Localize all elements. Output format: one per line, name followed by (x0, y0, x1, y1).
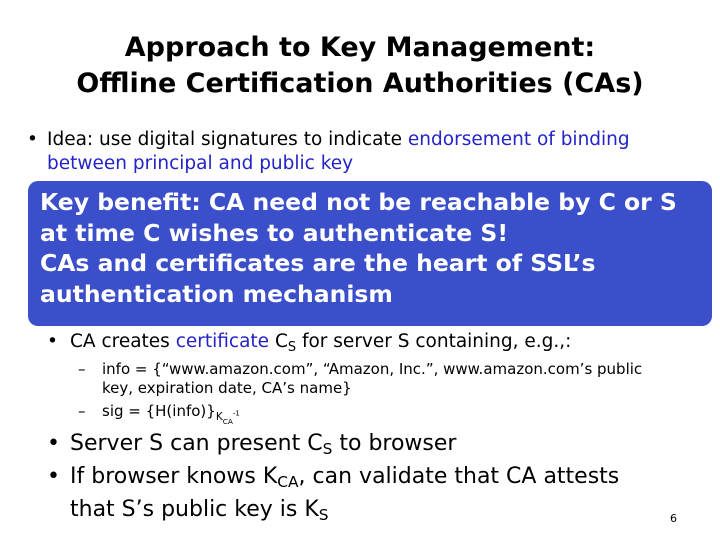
slide-title (0, 30, 720, 102)
present-sub: S (322, 440, 333, 458)
callout-line-1: Key benefit: CA need not be reachable by C or S at time C wishes to authenticate S! (40, 188, 677, 247)
sig-sub: KCA-1 (215, 409, 240, 426)
dash: – (78, 360, 86, 378)
bullet-cert-pre: CA creates (70, 331, 176, 352)
bullet-dot: • (27, 129, 38, 150)
bullet-present (47, 430, 690, 463)
key-benefit-callout (28, 181, 712, 326)
dash: – (78, 402, 86, 420)
sig-pre: sig = {H(info)} (102, 402, 216, 420)
bullet-certificate (47, 330, 690, 360)
bullet-cert-c: C (269, 331, 288, 352)
page-number: 6 (670, 512, 677, 525)
title-line-2: Offline Certification Authorities (CAs) (76, 68, 644, 99)
present-post: to browser (332, 431, 457, 456)
present-pre: Server S can present C (70, 431, 323, 456)
bullet-idea (27, 128, 687, 176)
bullet-cert-highlight: certificate (175, 331, 270, 352)
validate-sub: CA (277, 473, 299, 491)
sub-bullet-sig (78, 402, 662, 431)
title-line-1: Approach to Key Management: (124, 32, 596, 63)
bullet-idea-highlight: endorsement of binding between principal and public key (47, 129, 630, 174)
validate-mid: , can validate that CA attests that S’s public key is K (70, 464, 620, 522)
bullet-dot: • (47, 464, 60, 489)
bullet-dot: • (47, 331, 58, 352)
bullet-cert-post: for server S containing, e.g.,: (296, 331, 572, 352)
bullet-cert-sub: S (287, 340, 297, 355)
bullet-dot: • (47, 431, 60, 456)
validate-sub2: S (318, 506, 329, 524)
sub-bullet-info (78, 360, 662, 398)
bullet-validate (47, 463, 670, 529)
callout-line-2: CAs and certificates are the heart of SSL’s authentication mechanism (40, 249, 596, 308)
bullet-idea-text: Idea: use digital signatures to indicate (47, 129, 408, 150)
validate-pre: If browser knows K (70, 464, 278, 489)
sub-bullet-info-text: info = {“www.amazon.com”, “Amazon, Inc.”, www.amazon.com’s public key, expiration date, CA’s name} (102, 360, 643, 397)
